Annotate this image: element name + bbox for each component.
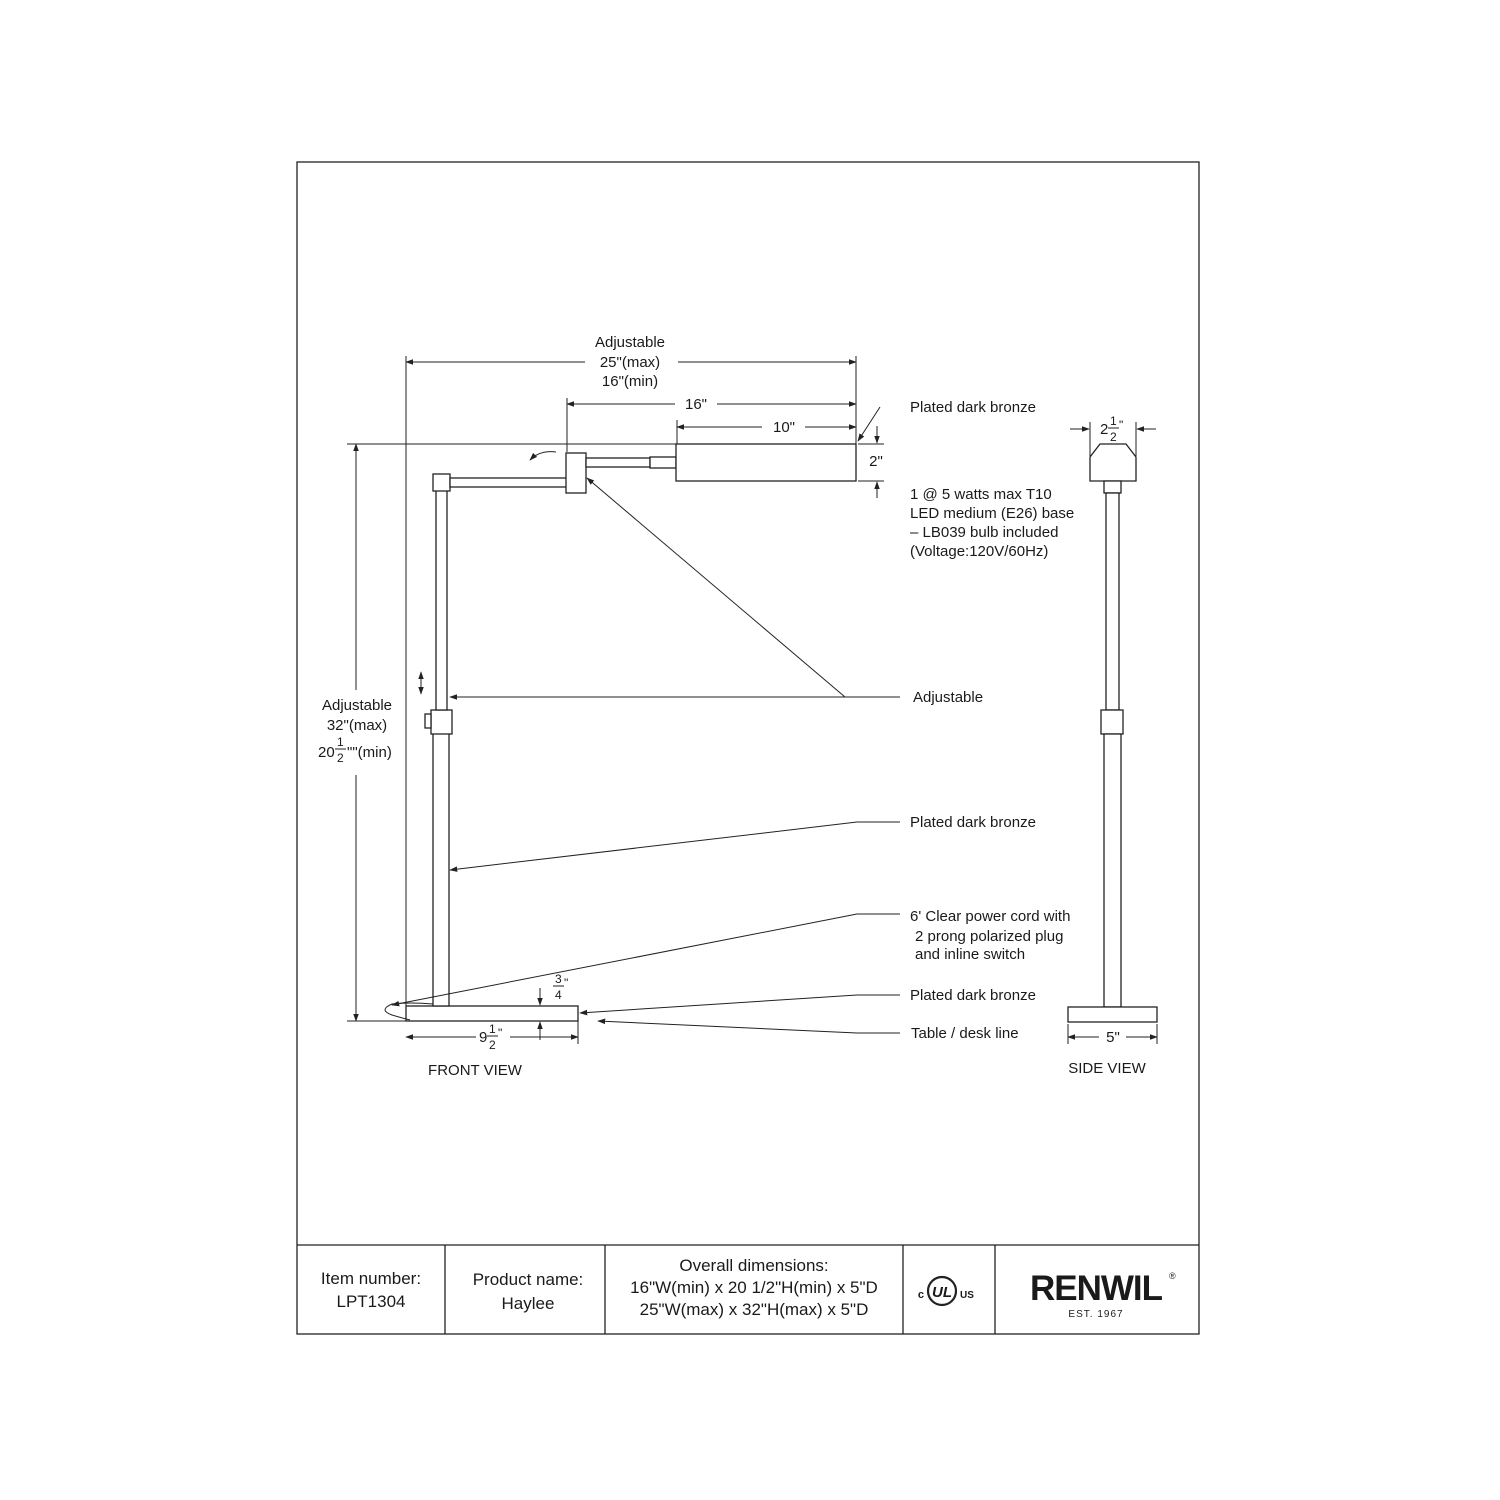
leader-stem-finish (450, 822, 857, 870)
item-number-label: Item number: (320, 1269, 422, 1288)
title-block (297, 1245, 1199, 1334)
side-view-label: SIDE VIEW (1068, 1060, 1146, 1077)
side-head-frac-num: 1 (1110, 414, 1117, 428)
front-neck (586, 458, 650, 467)
height-dim-frac-den: 2 (337, 751, 344, 765)
callout-base-finish: Plated dark bronze (910, 987, 1036, 1004)
base-w-suffix: " (498, 1026, 503, 1040)
overall-dims-max: 25"W(max) x 32"H(max) x 5"D (639, 1300, 869, 1319)
front-upper-stem (436, 490, 447, 710)
front-view-label: FRONT VIEW (428, 1062, 522, 1079)
height-dim-suffix: ""(min) (347, 744, 392, 761)
height-dim-whole: 20 (318, 744, 335, 761)
arm-dim-label: 16" (684, 396, 708, 413)
leader-base-finish (580, 995, 857, 1013)
swivel-rotation-arrow (530, 452, 556, 460)
cul-us-certification-icon (918, 1277, 974, 1305)
callout-bulb-2: LED medium (E26) base (910, 505, 1075, 522)
sheet-border (297, 162, 1199, 1334)
side-base-dim-label: 5" (1106, 1029, 1120, 1046)
callout-bulb-4: (Voltage:120V/60Hz) (910, 543, 1049, 560)
side-head-frac-den: 2 (1110, 430, 1117, 444)
side-base (1068, 1007, 1157, 1022)
item-number-value: LPT1304 (336, 1292, 406, 1311)
shade-dim-label: 10" (772, 419, 796, 436)
front-collar (431, 710, 452, 734)
side-head-suffix: " (1119, 418, 1124, 432)
side-collar (1101, 710, 1123, 734)
front-lower-stem (433, 733, 449, 1006)
front-view-drawing (318, 334, 884, 1079)
front-swivel-block (566, 453, 586, 493)
front-base (406, 1006, 578, 1021)
width-dim-label-3: 16"(min) (601, 373, 659, 390)
side-view-drawing (1068, 414, 1157, 1077)
height-dim-label-2: 32"(max) (326, 717, 388, 734)
height-dim-frac-num: 1 (337, 735, 344, 749)
leader-adjustable-swivel (587, 478, 845, 697)
renwil-logo (1030, 1269, 1176, 1320)
side-socket (1104, 481, 1121, 493)
callout-leaders (392, 407, 900, 1033)
callout-cord-1: 6' Clear power cord with (910, 908, 1071, 925)
height-dim-label-1: Adjustable (321, 697, 393, 714)
cert-right: US (960, 1290, 974, 1301)
base-h-frac-num: 3 (555, 972, 562, 986)
base-w-frac-num: 1 (489, 1022, 496, 1036)
side-head-whole: 2 (1100, 421, 1109, 438)
side-upper-stem (1106, 493, 1119, 710)
callout-stem-finish: Plated dark bronze (910, 814, 1036, 831)
callout-cord-3: and inline switch (915, 946, 1026, 963)
product-name-label: Product name: (472, 1270, 584, 1289)
side-head (1090, 444, 1136, 481)
callout-table-line: Table / desk line (911, 1025, 1019, 1042)
base-w-whole: 9 (479, 1029, 488, 1046)
callout-bulb-3: – LB039 bulb included (910, 524, 1059, 541)
base-h-suffix: " (564, 976, 569, 990)
leader-table (598, 1021, 857, 1033)
front-collar-knob (425, 714, 431, 728)
callout-cord-2: 2 prong polarized plug (915, 928, 1064, 945)
callout-adjustable: Adjustable (913, 689, 984, 706)
side-lower-stem (1104, 734, 1121, 1007)
brand-name: RENWIL (1029, 1269, 1163, 1308)
width-dim-label-1: Adjustable (594, 334, 666, 351)
base-h-frac-den: 4 (555, 988, 562, 1002)
overall-dims-min: 16"W(min) x 20 1/2"H(min) x 5"D (630, 1278, 878, 1297)
cert-left: c (917, 1289, 924, 1301)
brand-reg: ® (1169, 1271, 1176, 1281)
front-shade (676, 444, 856, 481)
shade-height-dim-label: 2" (869, 453, 883, 470)
leader-cord (392, 914, 857, 1005)
front-arm (450, 478, 568, 487)
base-w-frac-den: 2 (489, 1038, 496, 1052)
overall-dims-label: Overall dimensions: (679, 1256, 829, 1275)
cert-mark: UL (932, 1284, 952, 1301)
product-name-value: Haylee (501, 1294, 555, 1313)
brand-est: EST. 1967 (1068, 1309, 1124, 1320)
front-top-joint (433, 474, 450, 491)
front-neck-connector (650, 457, 676, 468)
width-dim-label-2: 25"(max) (599, 354, 661, 371)
callout-shade-finish: Plated dark bronze (910, 399, 1036, 416)
callout-bulb-1: 1 @ 5 watts max T10 (910, 486, 1052, 503)
